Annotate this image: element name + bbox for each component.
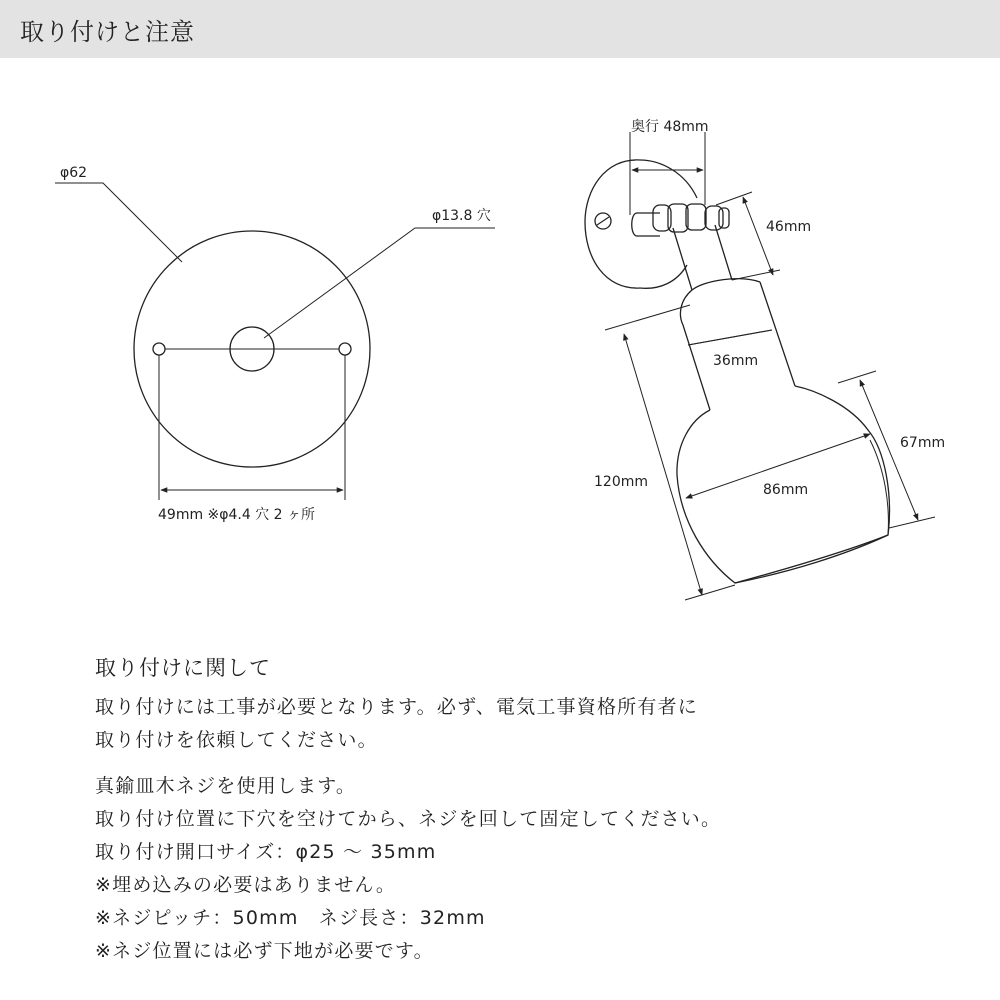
- note-line: 取り付けには工事が必要となります。必ず、電気工事資格所有者に: [95, 696, 698, 718]
- shade-height-label: 67mm: [900, 435, 946, 451]
- hole-pitch-label: 49mm ※φ4.4 穴 2 ヶ所: [158, 507, 316, 523]
- mount-arm: [632, 213, 660, 236]
- length-dimension-line: [624, 334, 702, 595]
- diameter-leader: [55, 183, 182, 262]
- joint-dimension-line: [743, 197, 773, 275]
- note-line: ※ネジ位置には必ず下地が必要です。: [95, 940, 434, 962]
- notes-title: 取り付けに関して: [95, 656, 271, 680]
- total-length-label: 120mm: [594, 474, 648, 490]
- shade-diameter-label: 86mm: [763, 482, 809, 498]
- base-plate: [55, 183, 495, 500]
- fixture-body: [680, 279, 795, 410]
- diameter-label: φ62: [60, 165, 88, 181]
- installation-notes: [95, 652, 955, 968]
- shade-rim: [735, 535, 888, 583]
- joint-label: 46mm: [766, 219, 812, 235]
- depth-label: 奥行 48mm: [631, 119, 709, 135]
- screw-hole-right: [339, 343, 351, 355]
- note-line: ※ネジピッチ：50mm ネジ長さ：32mm: [95, 907, 486, 929]
- screw-hole-left: [153, 343, 165, 355]
- spotlight-fixture: [585, 160, 889, 583]
- center-hole-label: φ13.8 穴: [432, 208, 491, 224]
- note-line: 取り付けを依頼してください。: [95, 729, 378, 751]
- note-line: ※埋め込みの必要はありません。: [95, 874, 397, 896]
- center-hole-leader: [264, 228, 495, 338]
- neck-label: 36mm: [713, 353, 759, 369]
- note-line: 真鍮皿木ネジを使用します。: [95, 775, 357, 797]
- page-title: 取り付けと注意: [20, 18, 195, 46]
- note-line: 取り付け開口サイズ：φ25 〜 35mm: [95, 841, 437, 863]
- note-line: 取り付け位置に下穴を空けてから、ネジを回して固定してください。: [95, 808, 722, 830]
- neck-dimension-line: [688, 330, 772, 345]
